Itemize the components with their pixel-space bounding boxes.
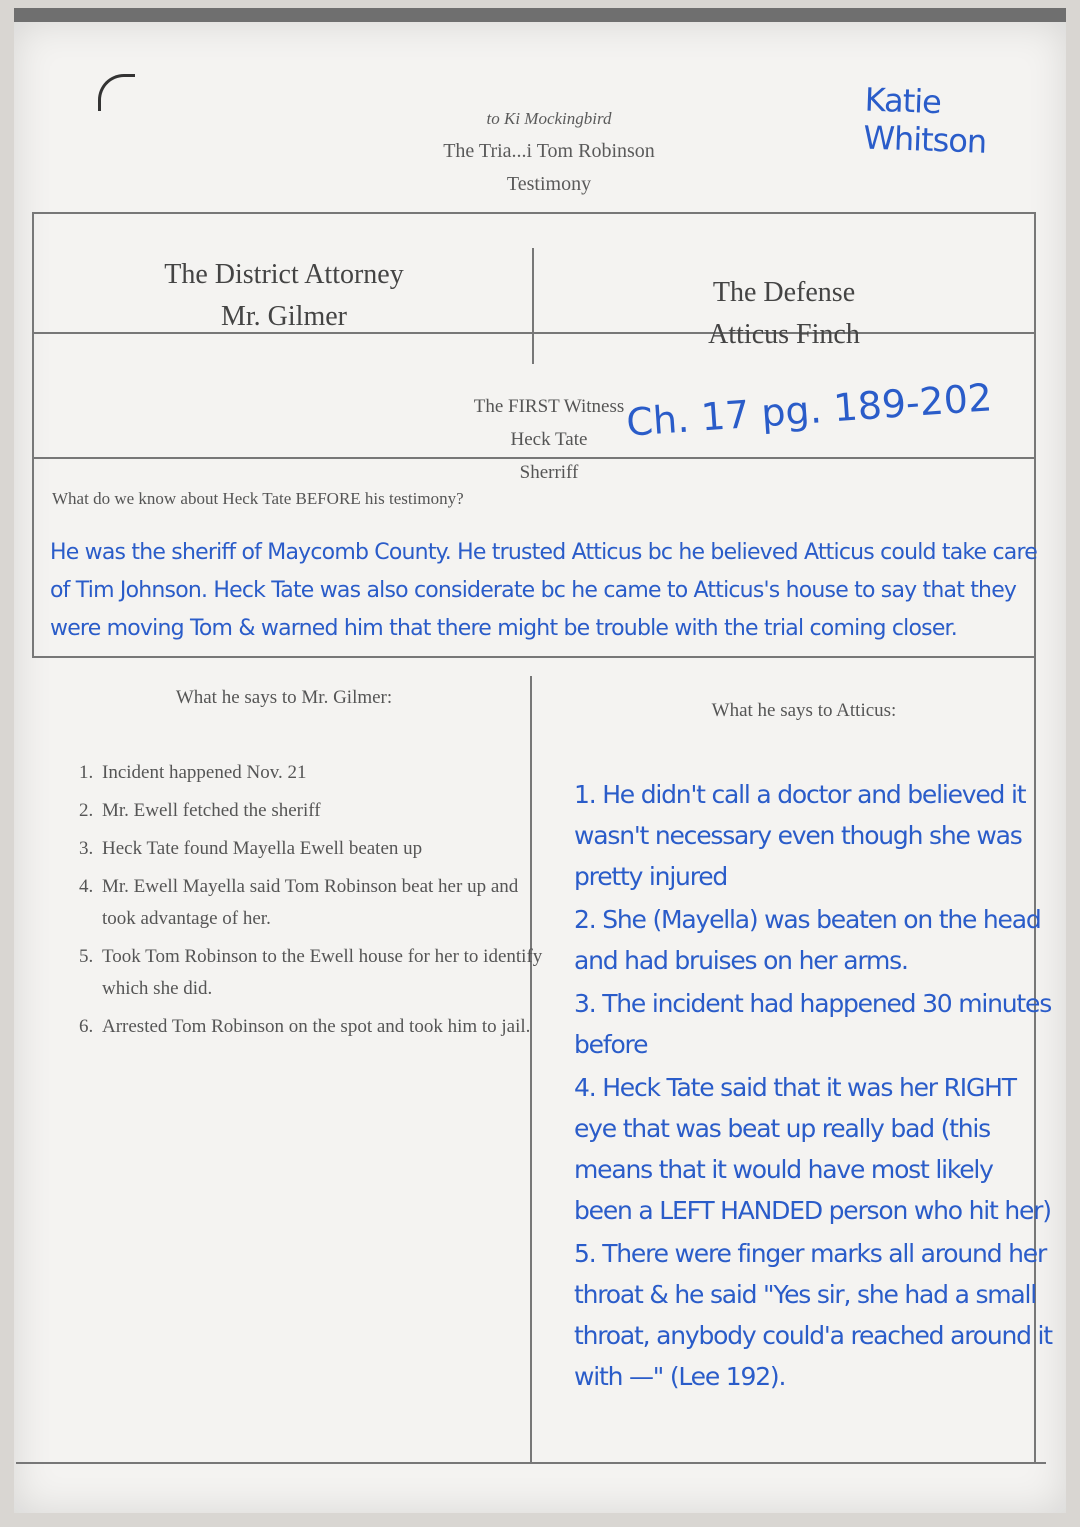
list-item: 5. There were finger marks all around her throat & he said "Yes sir, she had a small throat, anybody could'a reached around it with —" (Lee 192). bbox=[574, 1239, 1052, 1391]
background-answer: He was the sheriff of Maycomb County. He trusted Atticus bc he believed Atticus could take care of Tim Johnson. Heck Tate was also considerate bc he came to Atticus's house to say that they were moving Tom & warned him that there might be trouble with the trial coming closer. bbox=[50, 540, 1037, 641]
staple-mark bbox=[98, 74, 135, 111]
gilmer-testimony-list bbox=[72, 757, 548, 1049]
prosecution-cell bbox=[114, 254, 454, 338]
header-column-divider bbox=[532, 248, 534, 364]
worksheet-header bbox=[394, 102, 704, 201]
witness-name: Heck Tate bbox=[510, 429, 588, 450]
list-item: 3. The incident had happened 30 minutes before bbox=[574, 989, 1052, 1059]
list-item: 4. Mr. Ewell Mayella said Tom Robinson beat her up and took advantage of her. bbox=[98, 871, 548, 935]
list-item: 1. He didn't call a doctor and believed it wasn't necessary even though she was pretty injured bbox=[574, 780, 1026, 891]
worksheet-page bbox=[14, 8, 1066, 1513]
table-top-border bbox=[32, 212, 1036, 214]
section-title: Testimony bbox=[506, 173, 592, 195]
gilmer-column-heading: What he says to Mr. Gilmer: bbox=[175, 687, 393, 708]
table-left-border bbox=[32, 212, 34, 657]
witness-title: Sherriff bbox=[519, 462, 579, 483]
list-item: 5. Took Tom Robinson to the Ewell house for her to identify which she did. bbox=[98, 941, 548, 1005]
list-item: 1. Incident happened Nov. 21 bbox=[98, 757, 548, 789]
witness-order: The FIRST Witness bbox=[473, 396, 625, 417]
list-item: 3. Heck Tate found Mayella Ewell beaten up bbox=[98, 833, 548, 865]
list-item: 6. Arrested Tom Robinson on the spot and took him to jail. bbox=[98, 1011, 548, 1043]
chapter-note: Ch. 17 pg. 189-202 bbox=[624, 375, 994, 445]
witness-info bbox=[454, 390, 644, 489]
prosecution-role: The District Attorney bbox=[164, 259, 404, 290]
atticus-testimony-list bbox=[574, 774, 1056, 1399]
defense-role: The Defense bbox=[712, 277, 856, 308]
atticus-column-heading: What he says to Atticus: bbox=[711, 700, 897, 721]
list-item: 4. Heck Tate said that it was her RIGHT eye that was beat up really bad (this means that it would have most likely been a LEFT HANDED person who hit her) bbox=[574, 1073, 1051, 1225]
background-question: What do we know about Heck Tate BEFORE his testimony? bbox=[52, 489, 464, 508]
prosecution-name: Mr. Gilmer bbox=[221, 301, 347, 332]
defense-name: Atticus Finch bbox=[708, 319, 860, 350]
book-title: to Ki Mockingbird bbox=[486, 109, 612, 128]
list-item: 2. Mr. Ewell fetched the sheriff bbox=[98, 795, 548, 827]
defense-cell bbox=[614, 272, 954, 356]
row-divider-3 bbox=[32, 656, 1036, 658]
trial-title: The Tria...i Tom Robinson bbox=[443, 140, 655, 162]
list-item: 2. She (Mayella) was beaten on the head and had bruises on her arms. bbox=[574, 905, 1041, 975]
student-name: Katie Whitson bbox=[862, 80, 987, 161]
